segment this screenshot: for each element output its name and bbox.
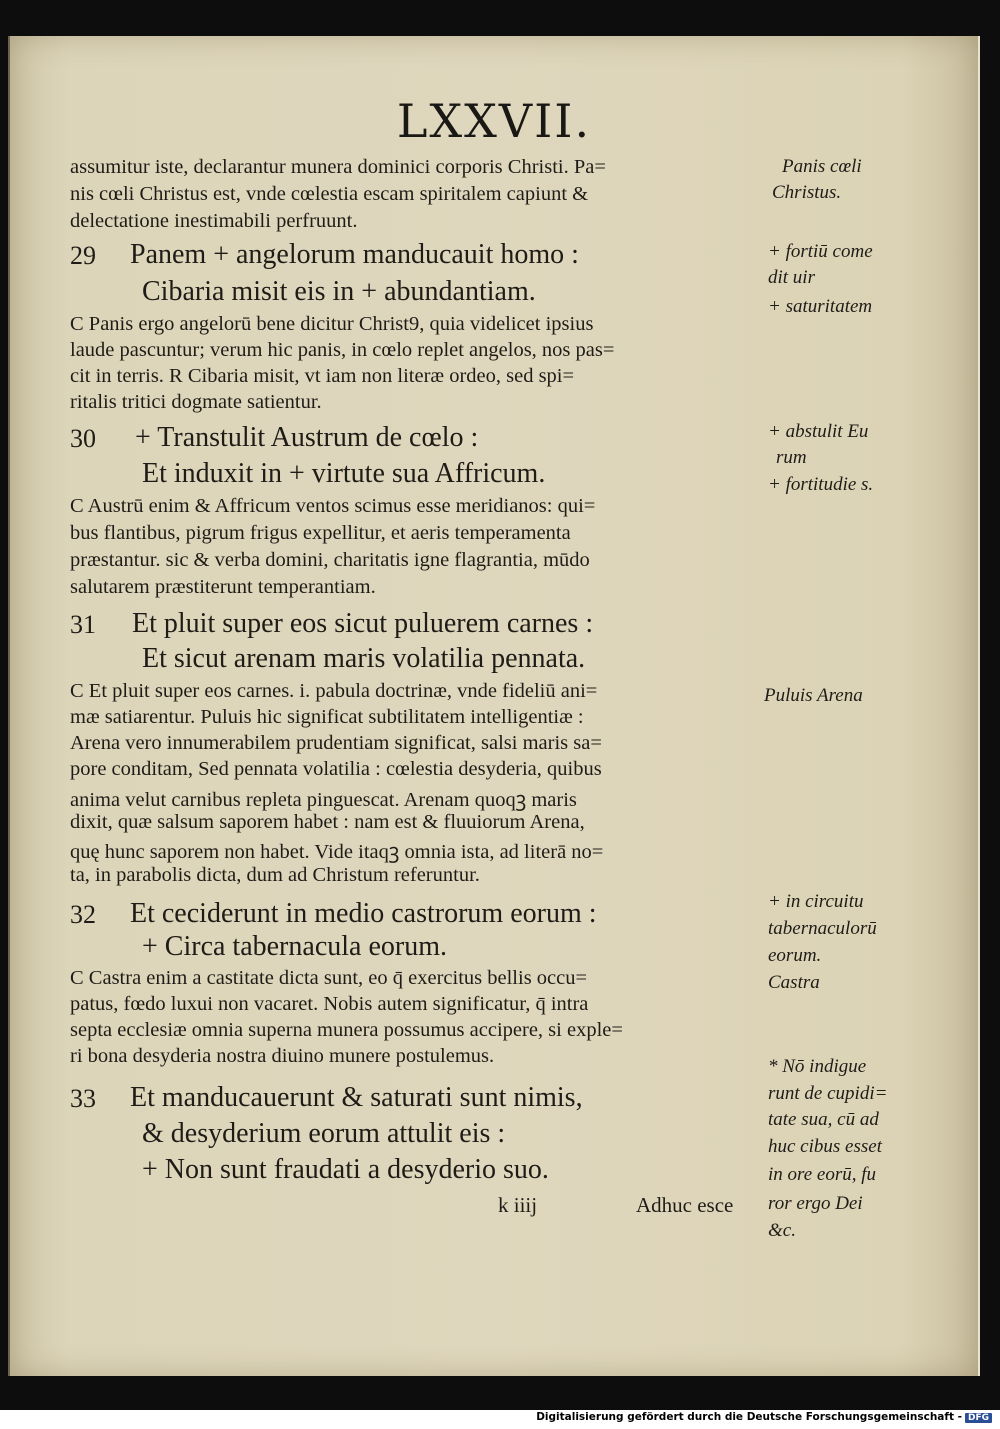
- margin-note: tate sua, cū ad: [768, 1109, 879, 1130]
- margin-note: Panis cœli: [782, 156, 862, 177]
- digitization-credit: [536, 1411, 992, 1423]
- commentary-line: ritalis tritici dogmate satientur.: [70, 391, 322, 413]
- commentary-line: septa ecclesiæ omnia superna munera possumus accipere, si exple=: [70, 1019, 623, 1041]
- commentary-line: C Austrū enim & Affricum ventos scimus esse meridianos: qui=: [70, 495, 596, 517]
- verse-line: Et ceciderunt in medio castrorum eorum :: [130, 898, 597, 929]
- margin-note: + fortiū come: [768, 241, 873, 262]
- verse-number: 31: [70, 610, 96, 639]
- commentary-line: quę hunc saporem non habet. Vide itaqꝫ omnia ista, ad literā no=: [70, 841, 604, 863]
- commentary-line: dixit, quæ salsum saporem habet : nam est & fluuiorum Arena,: [70, 811, 585, 833]
- credit-text: Digitalisierung gefördert durch die Deutsche Forschungsgemeinschaft -: [536, 1411, 962, 1423]
- commentary-line: assumitur iste, declarantur munera dominici corporis Christi. Pa=: [70, 156, 606, 178]
- commentary-line: C Panis ergo angelorū bene dicitur Christ9, quia videlicet ipsius: [70, 313, 594, 335]
- commentary-line: pore conditam, Sed pennata volatilia : cœlestia desyderia, quibus: [70, 758, 602, 780]
- margin-note: &c.: [768, 1220, 796, 1241]
- margin-note: * Nō indigue: [768, 1056, 867, 1077]
- commentary-line: laude pascuntur; verum hic panis, in cœlo replet angelos, nos pas=: [70, 339, 615, 361]
- verse-line: + Non sunt fraudati a desyderio suo.: [142, 1154, 549, 1185]
- commentary-line: ta, in parabolis dicta, dum ad Christum referuntur.: [70, 864, 480, 886]
- signature-mark: k iiij: [498, 1193, 538, 1217]
- margin-note: Puluis Arena: [764, 685, 863, 706]
- catchword: Adhuc esce: [636, 1193, 734, 1217]
- margin-note: runt de cupidi=: [768, 1083, 888, 1104]
- commentary-line: C Castra enim a castitate dicta sunt, eo q̄ exercitus bellis occu=: [70, 967, 588, 989]
- margin-note: Castra: [768, 972, 820, 993]
- commentary-line: ri bona desyderia nostra diuino munere postulemus.: [70, 1045, 495, 1067]
- margin-note: + fortitudie s.: [768, 474, 874, 495]
- verse-number: 32: [70, 900, 96, 929]
- commentary-line: anima velut carnibus repleta pinguescat. Arenam quoqꝫ maris: [70, 789, 577, 811]
- margin-note: eorum.: [768, 945, 822, 966]
- margin-note: + saturitatem: [768, 296, 873, 317]
- commentary-line: præstantur. sic & verba domini, charitatis igne flagrantia, mūdo: [70, 549, 590, 571]
- verse-line: Et induxit in + virtute sua Affricum.: [142, 458, 546, 489]
- margin-note: Christus.: [772, 182, 842, 203]
- margin-note: + abstulit Eu: [768, 421, 869, 442]
- commentary-line: patus, fœdo luxui non vacaret. Nobis autem significatur, q̄ intra: [70, 993, 589, 1015]
- commentary-line: C Et pluit super eos carnes. i. pabula doctrinæ, vnde fideliū ani=: [70, 680, 598, 702]
- verse-line: Panem + angelorum manducauit homo :: [130, 239, 579, 270]
- verse-number: 29: [70, 241, 96, 270]
- margin-note: + in circuitu: [768, 891, 864, 912]
- margin-note: dit uir: [768, 267, 815, 288]
- margin-note: ror ergo Dei: [768, 1193, 863, 1214]
- commentary-line: salutarem præstiterunt temperantiam.: [70, 576, 376, 598]
- verse-line: Et sicut arenam maris volatilia pennata.: [142, 643, 586, 674]
- verse-line: + Transtulit Austrum de cœlo :: [135, 422, 479, 453]
- verse-line: + Circa tabernacula eorum.: [142, 931, 447, 962]
- commentary-line: mæ satiarentur. Puluis hic significat subtilitatem intelligentiæ :: [70, 706, 584, 728]
- commentary-line: nis cœli Christus est, vnde cœlestia escam spiritalem capiunt &: [70, 183, 589, 205]
- margin-note: rum: [776, 447, 807, 468]
- verse-line: Et pluit super eos sicut puluerem carnes :: [132, 608, 594, 639]
- margin-note: tabernaculorū: [768, 918, 877, 939]
- book-page: [8, 36, 978, 1376]
- commentary-line: Arena vero innumerabilem prudentiam significat, salsi maris sa=: [70, 732, 602, 754]
- verse-line: Et manducauerunt & saturati sunt nimis,: [130, 1082, 583, 1113]
- folio-number: LXXVII.: [396, 94, 592, 148]
- commentary-line: delectatione inestimabili perfruunt.: [70, 210, 358, 232]
- verse-number: 30: [70, 424, 96, 453]
- verse-line: & desyderium eorum attulit eis :: [142, 1118, 506, 1149]
- margin-note: in ore eorū, fu: [768, 1164, 877, 1185]
- margin-note: huc cibus esset: [768, 1136, 882, 1157]
- commentary-line: cit in terris. R Cibaria misit, vt iam non literæ ordeo, sed spi=: [70, 365, 575, 387]
- verse-number: 33: [70, 1084, 96, 1113]
- dfg-logo: DFG: [965, 1413, 992, 1423]
- commentary-line: bus flantibus, pigrum frigus expellitur, et aeris temperamenta: [70, 522, 571, 544]
- verse-line: Cibaria misit eis in + abundantiam.: [142, 276, 536, 307]
